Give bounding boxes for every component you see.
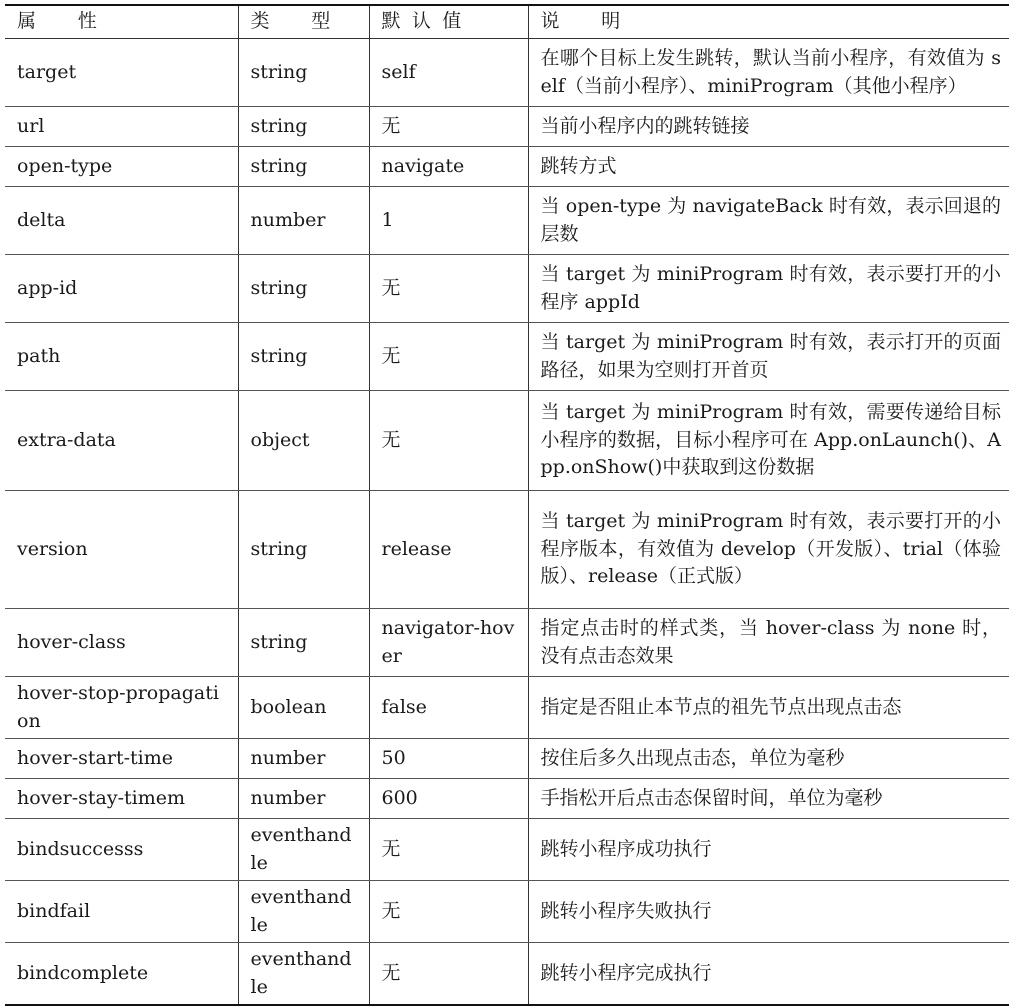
cell-default: 无 <box>369 391 528 491</box>
cell-attribute: bindcomplete <box>5 943 238 1006</box>
cell-default: 50 <box>369 739 528 779</box>
table-row <box>5 39 1009 107</box>
table-row <box>5 255 1009 323</box>
cell-default: 1 <box>369 187 528 255</box>
cell-description: 指定点击时的样式类，当 hover-class 为 none 时，没有点击态效果 <box>528 609 1009 677</box>
cell-attribute: hover-stay-timem <box>5 779 238 819</box>
cell-default: navigator-hover <box>369 609 528 677</box>
cell-type: eventhandle <box>238 943 369 1006</box>
attribute-table <box>5 4 1009 1006</box>
header-type: 类 型 <box>238 5 369 39</box>
table-row <box>5 107 1009 147</box>
cell-description: 按住后多久出现点击态，单位为毫秒 <box>528 739 1009 779</box>
cell-default: 600 <box>369 779 528 819</box>
table-row <box>5 677 1009 739</box>
header-default: 默认值 <box>369 5 528 39</box>
cell-attribute: hover-start-time <box>5 739 238 779</box>
cell-attribute: bindsuccesss <box>5 819 238 881</box>
table-row <box>5 609 1009 677</box>
cell-attribute: version <box>5 491 238 609</box>
table-row <box>5 391 1009 491</box>
cell-description: 在哪个目标上发生跳转，默认当前小程序，有效值为 self（当前小程序）、miniProgram（其他小程序） <box>528 39 1009 107</box>
cell-description: 指定是否阻止本节点的祖先节点出现点击态 <box>528 677 1009 739</box>
cell-type: string <box>238 255 369 323</box>
cell-description: 当 open-type 为 navigateBack 时有效，表示回退的层数 <box>528 187 1009 255</box>
cell-description: 当 target 为 miniProgram 时有效，表示要打开的小程序 appId <box>528 255 1009 323</box>
cell-default: release <box>369 491 528 609</box>
cell-type: string <box>238 147 369 187</box>
cell-attribute: delta <box>5 187 238 255</box>
cell-description: 当 target 为 miniProgram 时有效，表示打开的页面路径，如果为空则打开首页 <box>528 323 1009 391</box>
cell-attribute: extra-data <box>5 391 238 491</box>
cell-type: string <box>238 39 369 107</box>
header-row <box>5 5 1009 39</box>
table-row <box>5 147 1009 187</box>
cell-default: 无 <box>369 107 528 147</box>
cell-attribute: url <box>5 107 238 147</box>
cell-attribute: target <box>5 39 238 107</box>
cell-description: 跳转小程序成功执行 <box>528 819 1009 881</box>
table-row <box>5 819 1009 881</box>
table-row <box>5 739 1009 779</box>
table-row <box>5 491 1009 609</box>
cell-type: number <box>238 779 369 819</box>
cell-type: eventhandle <box>238 881 369 943</box>
cell-type: boolean <box>238 677 369 739</box>
table-row <box>5 881 1009 943</box>
cell-description: 当 target 为 miniProgram 时有效，需要传递给目标小程序的数据，目标小程序可在 App.onLaunch()、App.onShow()中获取到这份数据 <box>528 391 1009 491</box>
cell-attribute: path <box>5 323 238 391</box>
header-description: 说 明 <box>528 5 1009 39</box>
cell-type: string <box>238 107 369 147</box>
cell-type: number <box>238 187 369 255</box>
cell-type: object <box>238 391 369 491</box>
cell-default: 无 <box>369 323 528 391</box>
cell-default: navigate <box>369 147 528 187</box>
cell-attribute: hover-class <box>5 609 238 677</box>
cell-type: string <box>238 609 369 677</box>
table-header <box>5 5 1009 39</box>
cell-type: number <box>238 739 369 779</box>
cell-description: 跳转小程序失败执行 <box>528 881 1009 943</box>
table-body <box>5 39 1009 1006</box>
cell-description: 当前小程序内的跳转链接 <box>528 107 1009 147</box>
cell-type: string <box>238 491 369 609</box>
cell-attribute: bindfail <box>5 881 238 943</box>
cell-default: false <box>369 677 528 739</box>
cell-description: 当 target 为 miniProgram 时有效，表示要打开的小程序版本，有效值为 develop（开发版）、trial（体验版）、release（正式版） <box>528 491 1009 609</box>
cell-type: string <box>238 323 369 391</box>
attribute-table-container <box>5 4 1009 1006</box>
table-row <box>5 943 1009 1006</box>
cell-type: eventhandle <box>238 819 369 881</box>
table-row <box>5 323 1009 391</box>
cell-default: 无 <box>369 943 528 1006</box>
table-row <box>5 187 1009 255</box>
cell-description: 跳转方式 <box>528 147 1009 187</box>
cell-default: 无 <box>369 255 528 323</box>
cell-description: 跳转小程序完成执行 <box>528 943 1009 1006</box>
header-attribute: 属 性 <box>5 5 238 39</box>
cell-attribute: open-type <box>5 147 238 187</box>
cell-description: 手指松开后点击态保留时间，单位为毫秒 <box>528 779 1009 819</box>
cell-attribute: hover-stop-propagation <box>5 677 238 739</box>
cell-default: 无 <box>369 881 528 943</box>
cell-default: self <box>369 39 528 107</box>
table-row <box>5 779 1009 819</box>
cell-default: 无 <box>369 819 528 881</box>
cell-attribute: app-id <box>5 255 238 323</box>
